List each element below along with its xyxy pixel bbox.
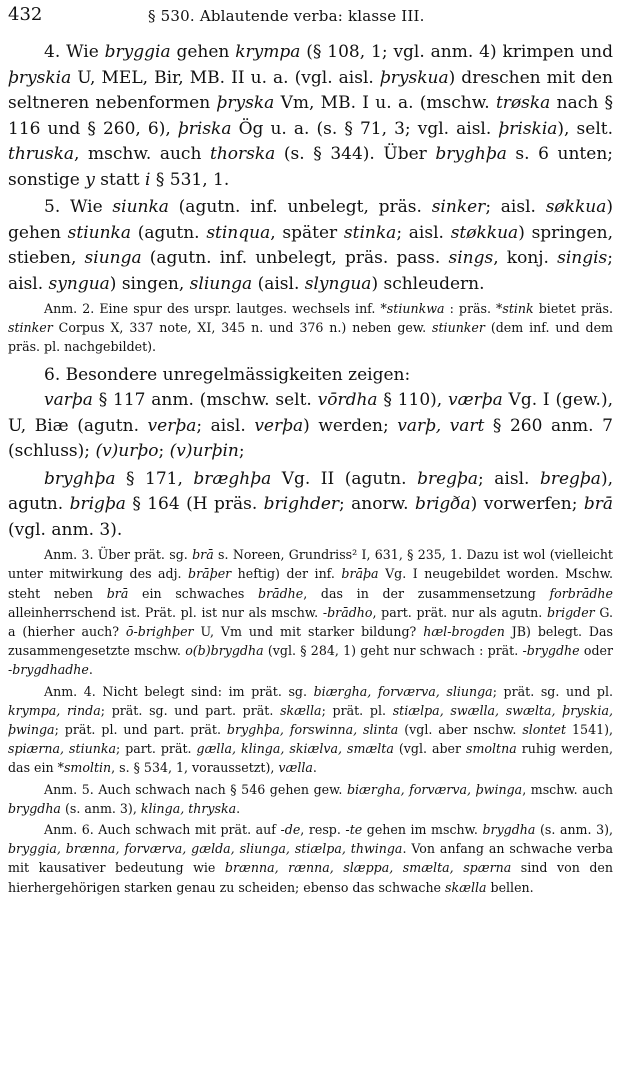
italic-term: sliunga (189, 273, 253, 294)
italic-term: brāþa (341, 566, 379, 582)
italic-term: brā (192, 547, 214, 563)
running-title: § 530. Ablautende verba: klasse III. (148, 7, 425, 25)
italic-term: krympa (235, 42, 301, 62)
italic-term: forbrādhe (549, 585, 613, 601)
italic-term: stink (502, 301, 534, 316)
italic-term: syngua (48, 273, 110, 294)
italic-term: slontet (522, 721, 567, 737)
paragraph-6-heading: 6. Besondere unregelmässigkeiten zeigen: (44, 364, 411, 385)
italic-term: brighder (263, 494, 340, 515)
italic-term: skælla (280, 702, 322, 718)
italic-term: spiærna, stiunka (8, 741, 116, 757)
italic-term: brygdha (8, 800, 61, 816)
page-number: 432 (8, 4, 43, 25)
italic-term: siunka (112, 197, 169, 217)
italic-term: brā (106, 585, 129, 601)
italic-term: brygdha (482, 821, 536, 837)
note-anm-5: Anm. 5. Auch schwach nach § 546 gehen gew. biærgha, forværva, þwinga, mschw. auch brygdha (s. anm. 3), klinga, thryska. (8, 781, 613, 816)
italic-term: y (85, 169, 95, 190)
italic-term: o(b)brygdha (185, 643, 264, 659)
italic-term: i (145, 169, 151, 190)
note-anm-6: Anm. 6. Auch schwach mit prät. auf -de, resp. -te gehen im mschw. brygdha (s. anm. 3), bryggia, brænna, forværva, gælda, sliunga, stiælpa, thwinga. Von anfang an schwache verba mit kausativer bedeutung wie brænna, rænna, slæppa, smælta, spærna sind von den hierhergehörigen starken genau zu scheiden; ebenso das schwache skælla bellen. (8, 821, 614, 895)
italic-term: verþa (147, 415, 197, 436)
page-header (8, 4, 613, 28)
italic-term: brādho (327, 604, 373, 620)
paragraph-varpa: varþa § 117 anm. (mschw. selt. vōrdha § 110), værþa Vg. I (gew.), U, Biæ (agutn. verþa; aisl. verþa) werden; varþ, vart § 260 anm. 7 (schluss); (v)urþo; (v)urþin; (8, 390, 613, 462)
italic-term: sinker (431, 197, 486, 217)
italic-term: de (284, 821, 301, 837)
italic-term: vōrdha (317, 390, 378, 411)
italic-term: varþa (44, 390, 93, 411)
italic-term: bregþa (539, 468, 601, 489)
italic-term: brigþa (69, 494, 126, 515)
italic-term: þryskia (8, 67, 72, 88)
italic-term: hæl-brogden (423, 623, 505, 639)
italic-term: brā (583, 494, 613, 515)
paragraph-5-siunka: 5. Wie siunka (agutn. inf. unbelegt, präs. sinker; aisl. søkkua) gehen stiunka (agutn. stinqua, später stinka; aisl. støkkua) springen, stieben, siunga (agutn. inf. unbelegt, präs. pass. sings, konj. singis; aisl. syngua) singen, sliunga (aisl. slyngua) schleudern. (8, 197, 613, 294)
italic-term: stinka (343, 222, 397, 243)
italic-term: thruska (8, 144, 75, 164)
italic-term: þryska (216, 93, 275, 113)
italic-term: smoltin (63, 760, 112, 776)
italic-term: thorska (210, 144, 276, 164)
italic-term: bryghþa, forswinna, slinta (226, 721, 399, 737)
italic-term: siunga (84, 248, 142, 268)
italic-term: bræghþa (193, 468, 272, 489)
page-content (8, 40, 613, 897)
italic-term: brāþer (188, 566, 232, 582)
italic-term: brigða (414, 494, 471, 515)
italic-term: stinker (8, 320, 53, 336)
italic-term: brygdhe (526, 643, 580, 659)
italic-term: te (349, 821, 363, 837)
italic-term: ō-brighþer (125, 623, 194, 639)
italic-term: klinga, thryska (140, 800, 237, 816)
italic-term: (v)urþin (169, 441, 239, 462)
italic-term: krympa, rinda (8, 702, 101, 718)
italic-term: bryggia (104, 42, 171, 62)
italic-term: slyngua (304, 273, 372, 294)
italic-term: brādhe (258, 585, 304, 601)
italic-term: bryghþa (44, 468, 116, 489)
italic-term: singis (557, 248, 608, 268)
italic-term: gælla, klinga, skiælva, smælta (196, 741, 394, 757)
italic-term: trøska (495, 93, 551, 113)
note-anm-2: Anm. 2. Eine spur des urspr. lautges. wechsels inf. *stiunkwa : präs. *stink bietet präs. stinker Corpus X, 337 note, XI, 345 n. und 376 n.) neben gew. stiunker (dem inf. und dem präs. pl. nachgebildet). (8, 301, 613, 355)
note-anm-4: Anm. 4. Nicht belegt sind: im prät. sg. biærgha, forværva, sliunga; prät. sg. und pl. krympa, rinda; prät. sg. und part. prät. skælla; prät. pl. stiælpa, swælla, swælta, þryskia, þwinga; prät. pl. und part. prät. bryghþa, forswinna, slinta (vgl. aber nschw. slontet 1541), spiærna, stiunka; part. prät. gælla, klinga, skiælva, smælta (vgl. aber smoltna ruhig werden, das ein *smoltin, s. § 534, 1, voraussetzt), vælla. (8, 683, 614, 776)
italic-term: stinqua (206, 222, 271, 243)
italic-term: biærgha, forværva, þwinga (346, 781, 523, 797)
italic-term: þriskia (498, 118, 558, 139)
italic-term: bregþa (417, 468, 479, 489)
italic-term: (v)urþo (95, 441, 159, 462)
note-anm-3: Anm. 3. Über prät. sg. brā s. Noreen, Grundriss² I, 631, § 235, 1. Dazu ist wol (vielleicht unter mitwirkung des adj. brāþer heftig) der inf. brāþa Vg. I neugebildet worden. Mschw. steht neben brā ein schwaches brādhe, das in der zusammensetzung forbrādhe alleinherrschend ist. Prät. pl. ist nur als mschw. -brādho, part. prät. nur als agutn. brigder G. a (hierher auch? ō-brighþer U, Vm und mit starker bildung? hæl-brogden JB) belegt. Das zusammengesetzte mschw. o(b)brygdha (vgl. § 284, 1) geht nur schwach : prät. -brygdhe oder -brygdhadhe. (8, 547, 614, 678)
italic-term: bryghþa (435, 144, 507, 164)
italic-term: smoltna (466, 741, 517, 757)
italic-term: skælla (445, 879, 487, 895)
italic-term: stiunker (432, 320, 485, 336)
italic-term: støkkua (450, 222, 519, 243)
italic-term: stiunka (67, 222, 131, 243)
italic-term: sings (448, 248, 494, 268)
italic-term: þriska (177, 118, 232, 139)
italic-term: varþ, vart (397, 415, 485, 436)
italic-term: brygdhadhe (12, 662, 89, 678)
italic-term: vælla (278, 760, 313, 776)
italic-term: brigder (546, 604, 595, 620)
italic-term: værþa (448, 390, 503, 411)
italic-term: søkkua (545, 197, 607, 217)
italic-term: bryggia, brænna, forværva, gælda, sliunga, stiælpa, thwinga (8, 841, 403, 857)
italic-term: verþa (254, 415, 304, 436)
italic-term: brænna, rænna, slæppa, smælta, spærna (224, 860, 512, 876)
italic-term: stiælpa, swælla, swælta, þryskia, þwinga (8, 702, 613, 737)
italic-term: þryskua (379, 67, 449, 88)
italic-term: biærgha, forværva, sliunga (313, 683, 493, 699)
italic-term: stiunkwa (386, 301, 445, 316)
paragraph-bryghpa: bryghþa § 171, bræghþa Vg. II (agutn. bregþa; aisl. bregþa), agutn. brigþa § 164 (H präs. brighder; anorw. brigða) vorwerfen; brā (vgl. anm. 3). (8, 468, 613, 540)
paragraph-4-bryggia: 4. Wie bryggia gehen krympa (§ 108, 1; vgl. anm. 4) krimpen und þryskia U, MEL, Bir, MB. II u. a. (vgl. aisl. þryskua) dreschen mit den seltneren nebenformen þryska Vm, MB. I u. a. (mschw. trøska nach § 116 und § 260, 6), þriska Ög u. a. (s. § 71, 3; vgl. aisl. þriskia), selt. thruska, mschw. auch thorska (s. § 344). Über bryghþa s. 6 unten; sonstige y statt i § 531, 1. (8, 42, 614, 190)
